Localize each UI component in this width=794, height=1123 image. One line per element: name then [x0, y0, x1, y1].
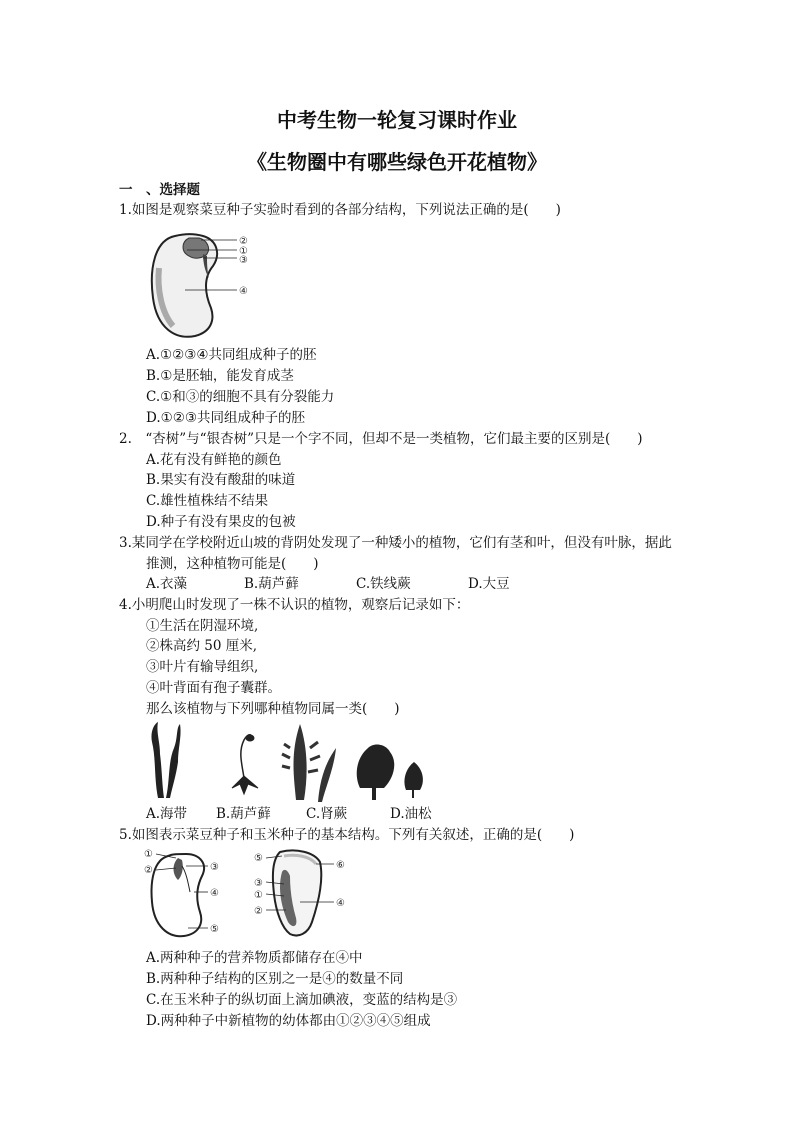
q1-option-d: D.①②③共同组成种子的胚	[146, 410, 305, 426]
q3-stem: 3.某同学在学校附近山坡的背阴处发现了一种矮小的植物，它们有茎和叶，但没有叶脉，据此	[119, 535, 672, 551]
q1-option-a: A.①②③④共同组成种子的胚	[146, 347, 317, 363]
q5-option-b: B.两种种子结构的区别之一是④的数量不同	[146, 971, 404, 987]
q5-corn-label-4: ④	[336, 898, 345, 909]
q2-option-b: B.果实有没有酸甜的味道	[146, 472, 296, 488]
q4-question: 那么该植物与下列哪种植物同属一类( )	[146, 701, 400, 717]
q1-label-1: ①	[239, 246, 248, 257]
kelp-image	[151, 722, 180, 798]
q4-option-a: A.海带	[146, 806, 188, 822]
q1-stem: 1.如图是观察菜豆种子实验时看到的各部分结构，下列说法正确的是( )	[119, 202, 561, 218]
q5-bean-label-2: ②	[144, 865, 153, 876]
q2-stem: 2. “杏树”与“银杏树”只是一个字不同，但却不是一类植物，它们最主要的区别是( )	[119, 431, 643, 447]
q5-corn-label-3: ③	[254, 878, 263, 889]
q5-option-c: C.在玉米种子的纵切面上滴加碘液，变蓝的结构是③	[146, 992, 458, 1008]
q4-plant-figures	[140, 718, 430, 802]
q4-note-1: ①生活在阴湿环境,	[146, 618, 259, 634]
q5-option-a: A.两种种子的营养物质都储存在④中	[146, 950, 363, 966]
q4-option-c: C.肾蕨	[306, 806, 348, 822]
q3-option-d: D.大豆	[468, 576, 510, 592]
q3-option-a: A.衣藻	[146, 576, 188, 592]
q5-bean-label-4: ④	[210, 888, 219, 899]
q2-option-d: D.种子有没有果皮的包被	[146, 514, 296, 530]
q1-option-b: B.①是胚轴，能发育成茎	[146, 368, 294, 384]
q5-corn-label-2: ②	[254, 906, 263, 917]
q4-option-b: B.葫芦藓	[216, 806, 271, 822]
q3-option-b: B.葫芦藓	[244, 576, 299, 592]
q1-label-4: ④	[239, 286, 248, 297]
q1-option-c: C.①和③的细胞不具有分裂能力	[146, 389, 335, 405]
q5-option-d: D.两种种子中新植物的幼体都由①②③④⑤组成	[146, 1013, 431, 1029]
q5-stem: 5.如图表示菜豆种子和玉米种子的基本结构。下列有关叙述，正确的是( )	[119, 827, 575, 843]
q4-note-2: ②株高约 50 厘米,	[146, 638, 258, 654]
fern-image	[282, 724, 336, 802]
q3-stem-continued: 推测，这种植物可能是( )	[146, 556, 319, 572]
q5-corn-label-1: ①	[254, 890, 263, 901]
q4-stem: 4.小明爬山时发现了一株不认识的植物，观察后记录如下：	[119, 597, 470, 613]
q5-corn-label-5: ⑤	[254, 853, 263, 864]
q5-bean-label-5: ⑤	[210, 924, 219, 935]
q4-note-4: ④叶背面有孢子囊群。	[146, 680, 281, 696]
pine-image	[357, 745, 423, 800]
q4-option-d: D.油松	[390, 806, 432, 822]
q5-bean-seed-figure	[142, 846, 242, 942]
page-subtitle: 《生物圈中有哪些绿色开花植物》	[247, 150, 547, 174]
moss-image	[232, 735, 258, 794]
q4-note-3: ③叶片有输导组织,	[146, 659, 259, 675]
q2-option-c: C.雄性植株结不结果	[146, 493, 269, 509]
q5-bean-label-1: ①	[144, 849, 153, 860]
q1-bean-seed-figure	[145, 228, 265, 346]
q5-corn-label-6: ⑥	[336, 860, 345, 871]
q5-corn-seed-figure	[252, 846, 352, 942]
q5-bean-label-3: ③	[210, 862, 219, 873]
section-heading: 一 、选择题	[119, 182, 200, 198]
q1-label-2: ②	[239, 236, 248, 247]
q3-option-c: C.铁线蕨	[356, 576, 411, 592]
page-title: 中考生物一轮复习课时作业	[277, 108, 517, 132]
q1-label-3: ③	[239, 255, 248, 266]
q2-option-a: A.花有没有鲜艳的颜色	[146, 452, 282, 468]
